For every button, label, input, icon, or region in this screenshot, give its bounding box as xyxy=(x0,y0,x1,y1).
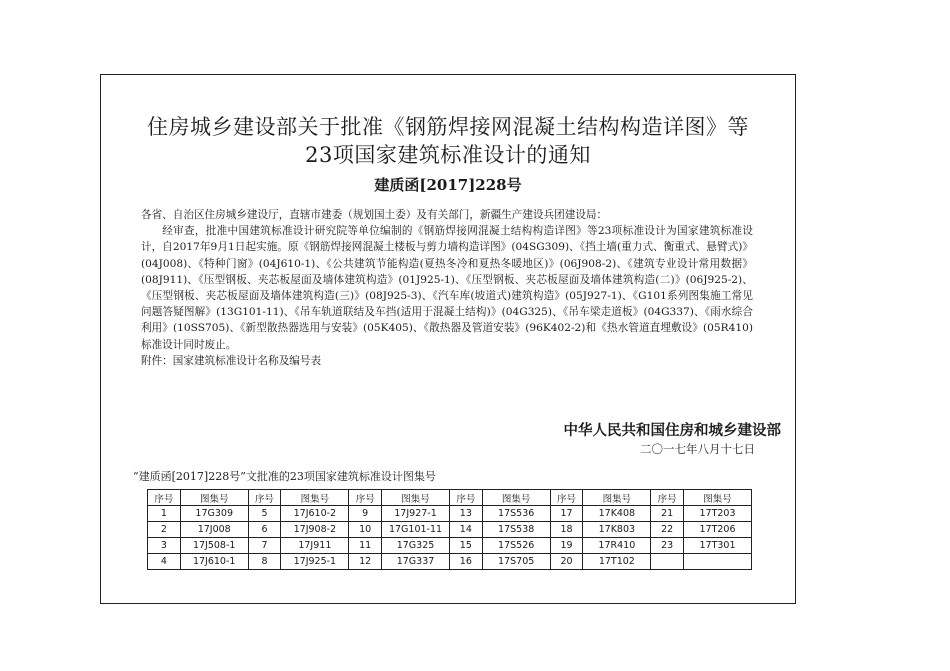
table-cell: 17G337 xyxy=(382,554,450,570)
table-cell: 7 xyxy=(248,538,281,554)
table-cell: 17T206 xyxy=(684,522,752,538)
table-cell: 17T301 xyxy=(684,538,752,554)
table-cell: 22 xyxy=(651,522,684,538)
table-cell: 17J925-1 xyxy=(281,554,349,570)
table-cell: 17T203 xyxy=(684,506,752,522)
header-cell: 图集号 xyxy=(281,490,349,506)
table-cell: 17T102 xyxy=(583,554,651,570)
table-cell: 17G325 xyxy=(382,538,450,554)
table-cell: 2 xyxy=(148,522,181,538)
header-cell: 图集号 xyxy=(482,490,550,506)
table-cell: 18 xyxy=(550,522,583,538)
table-cell: 10 xyxy=(349,522,382,538)
issuer-name: 中华人民共和国住房和城乡建设部 xyxy=(563,422,781,439)
table-cell: 17J911 xyxy=(281,538,349,554)
body-paragraph: 经审查，批准中国建筑标准设计研究院等单位编制的《钢筋焊接网混凝土结构构造详图》等23项标准设计为国家建筑标准设计，自2017年9月1日起实施。原《钢筋焊接网混凝土楼板与剪力墙构造详图》(04SG309)、《挡土墙(重力式、衡重式、悬臂式)》(04J008)、《特种门窗》(04J610-1)、《公共建筑节能构造(夏热冬冷和夏热冬暖地区)》(06J908-2)、《建筑专业设计常用数据》(08J911)、《压型钢板、夹芯板屋面及墙体建筑构造》(01J925-1)、《压型钢板、夹芯板屋面及墙体建筑构造(二)》(06J925-2)、《压型钢板、夹芯板屋面及墙体建筑构造(三)》(08J925-3)、《汽车库(坡道式)建筑构造》(05J927-1)、《G101系列图集施工常见问题答疑图解》(13G101-11)、《吊车轨道联结及车挡(适用于混凝土结构)》(04G325)、《吊车梁走道板》(04G337)、《雨水综合利用》(10SS705)、《新型散热器选用与安装》(05K405)、《散热器及管道安装》(96K402-2)和《热水管道直埋敷设》(05R410)标准设计同时废止。 xyxy=(141,225,753,351)
header-cell: 序号 xyxy=(349,490,382,506)
table-cell: 17G101-11 xyxy=(382,522,450,538)
header-cell: 图集号 xyxy=(684,490,752,506)
table-cell: 1 xyxy=(148,506,181,522)
table-caption: “建质函[2017]228号”文批准的23项国家建筑标准设计图集号 xyxy=(133,470,436,483)
header-cell: 序号 xyxy=(248,490,281,506)
table-cell: 21 xyxy=(651,506,684,522)
table-cell: 9 xyxy=(349,506,382,522)
table-cell: 11 xyxy=(349,538,382,554)
table-cell: 17J908-2 xyxy=(281,522,349,538)
table-cell: 17G309 xyxy=(180,506,248,522)
table-cell: 14 xyxy=(449,522,482,538)
document-body xyxy=(141,207,753,369)
table-row xyxy=(148,506,752,522)
header-cell: 序号 xyxy=(550,490,583,506)
document-frame xyxy=(100,74,796,604)
table-cell: 20 xyxy=(550,554,583,570)
issue-date: 二〇一七年八月十七日 xyxy=(640,442,755,456)
table-cell: 17S705 xyxy=(482,554,550,570)
table-row xyxy=(148,522,752,538)
header-cell: 序号 xyxy=(651,490,684,506)
table-cell: 17J927-1 xyxy=(382,506,450,522)
table-cell: 12 xyxy=(349,554,382,570)
addressee-line: 各省、自治区住房城乡建设厅，直辖市建委（规划国土委）及有关部门，新疆生产建设兵团建设局： xyxy=(141,209,608,221)
header-cell: 图集号 xyxy=(583,490,651,506)
document-title-line2: 23项国家建筑标准设计的通知 xyxy=(305,143,591,167)
table-header-row xyxy=(148,490,752,506)
table-cell: 6 xyxy=(248,522,281,538)
table-cell: 17J610-2 xyxy=(281,506,349,522)
table-row xyxy=(148,554,752,570)
table-cell: 17K803 xyxy=(583,522,651,538)
attachment-line: 附件：国家建筑标准设计名称及编号表 xyxy=(141,354,322,367)
table-cell: 16 xyxy=(449,554,482,570)
standards-table xyxy=(147,489,752,570)
table-cell: 13 xyxy=(449,506,482,522)
table-row xyxy=(148,538,752,554)
header-cell: 图集号 xyxy=(180,490,248,506)
header-cell: 序号 xyxy=(449,490,482,506)
table-cell: 15 xyxy=(449,538,482,554)
document-title-line1: 住房城乡建设部关于批准《钢筋焊接网混凝土结构构造详图》等 xyxy=(147,115,749,139)
table-cell: 17S526 xyxy=(482,538,550,554)
table-cell: 8 xyxy=(248,554,281,570)
table-cell: 17J008 xyxy=(180,522,248,538)
table-cell: 23 xyxy=(651,538,684,554)
table-cell: 3 xyxy=(148,538,181,554)
table-cell xyxy=(684,554,752,570)
table-cell: 17 xyxy=(550,506,583,522)
table-cell xyxy=(651,554,684,570)
table-cell: 17J610-1 xyxy=(180,554,248,570)
table-cell: 17K408 xyxy=(583,506,651,522)
table-cell: 4 xyxy=(148,554,181,570)
document-number: 建质函[2017]228号 xyxy=(374,176,522,194)
table-cell: 5 xyxy=(248,506,281,522)
table-cell: 17S538 xyxy=(482,522,550,538)
table-cell: 17J508-1 xyxy=(180,538,248,554)
header-cell: 图集号 xyxy=(382,490,450,506)
table-cell: 17R410 xyxy=(583,538,651,554)
table-cell: 17S536 xyxy=(482,506,550,522)
header-cell: 序号 xyxy=(148,490,181,506)
table-cell: 19 xyxy=(550,538,583,554)
